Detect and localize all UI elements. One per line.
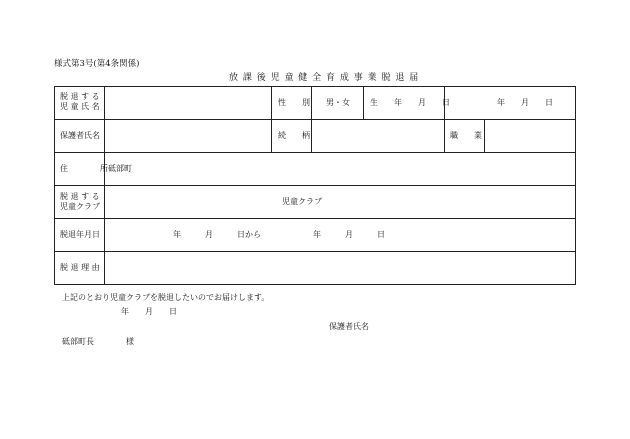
club-label: 脱 退 す る 児童クラブ xyxy=(60,192,100,211)
submission-date[interactable]: 年 月 日 xyxy=(121,307,177,316)
form-number: 様式第3号(第4条関係) xyxy=(54,59,140,69)
occupation-label: 職 業 xyxy=(450,131,482,140)
gender-options[interactable]: 男・女 xyxy=(326,98,350,107)
address-label: 住 所 xyxy=(60,164,108,173)
withdrawal-date-to[interactable]: 年 月 日 xyxy=(313,230,385,239)
guardian-name-label: 保護者氏名 xyxy=(60,131,100,140)
birth-date-value[interactable]: 年 月 日 xyxy=(497,98,553,107)
relationship-label: 続 柄 xyxy=(278,131,310,140)
child-name-field[interactable] xyxy=(106,88,270,118)
withdrawal-reason-label: 脱 退 理 由 xyxy=(60,263,100,272)
guardian-name-field[interactable] xyxy=(106,121,270,151)
occupation-field[interactable] xyxy=(486,121,574,151)
withdrawal-date-from[interactable]: 年 月 日から xyxy=(173,230,261,239)
club-value[interactable]: 児童クラブ xyxy=(282,197,322,206)
guardian-signature-label: 保護者氏名 xyxy=(329,322,369,331)
withdrawal-reason-field[interactable] xyxy=(106,253,574,283)
gender-label: 性 別 xyxy=(278,98,310,107)
form-title: 放 課 後 児 童 健 全 育 成 事 業 脱 退 届 xyxy=(229,73,420,83)
addressee: 砥部町長 様 xyxy=(62,337,134,346)
relationship-field[interactable] xyxy=(313,121,443,151)
declaration-statement: 上記のとおり児童クラブを脱退したいのでお届けします。 xyxy=(62,293,270,302)
birth-date-label: 生 年 月 日 xyxy=(370,98,450,107)
withdrawal-date-label: 脱退年月日 xyxy=(60,230,100,239)
address-value[interactable]: 砥部町 xyxy=(108,164,132,173)
child-name-label: 脱 退 す る 児 童 氏 名 xyxy=(60,92,100,111)
